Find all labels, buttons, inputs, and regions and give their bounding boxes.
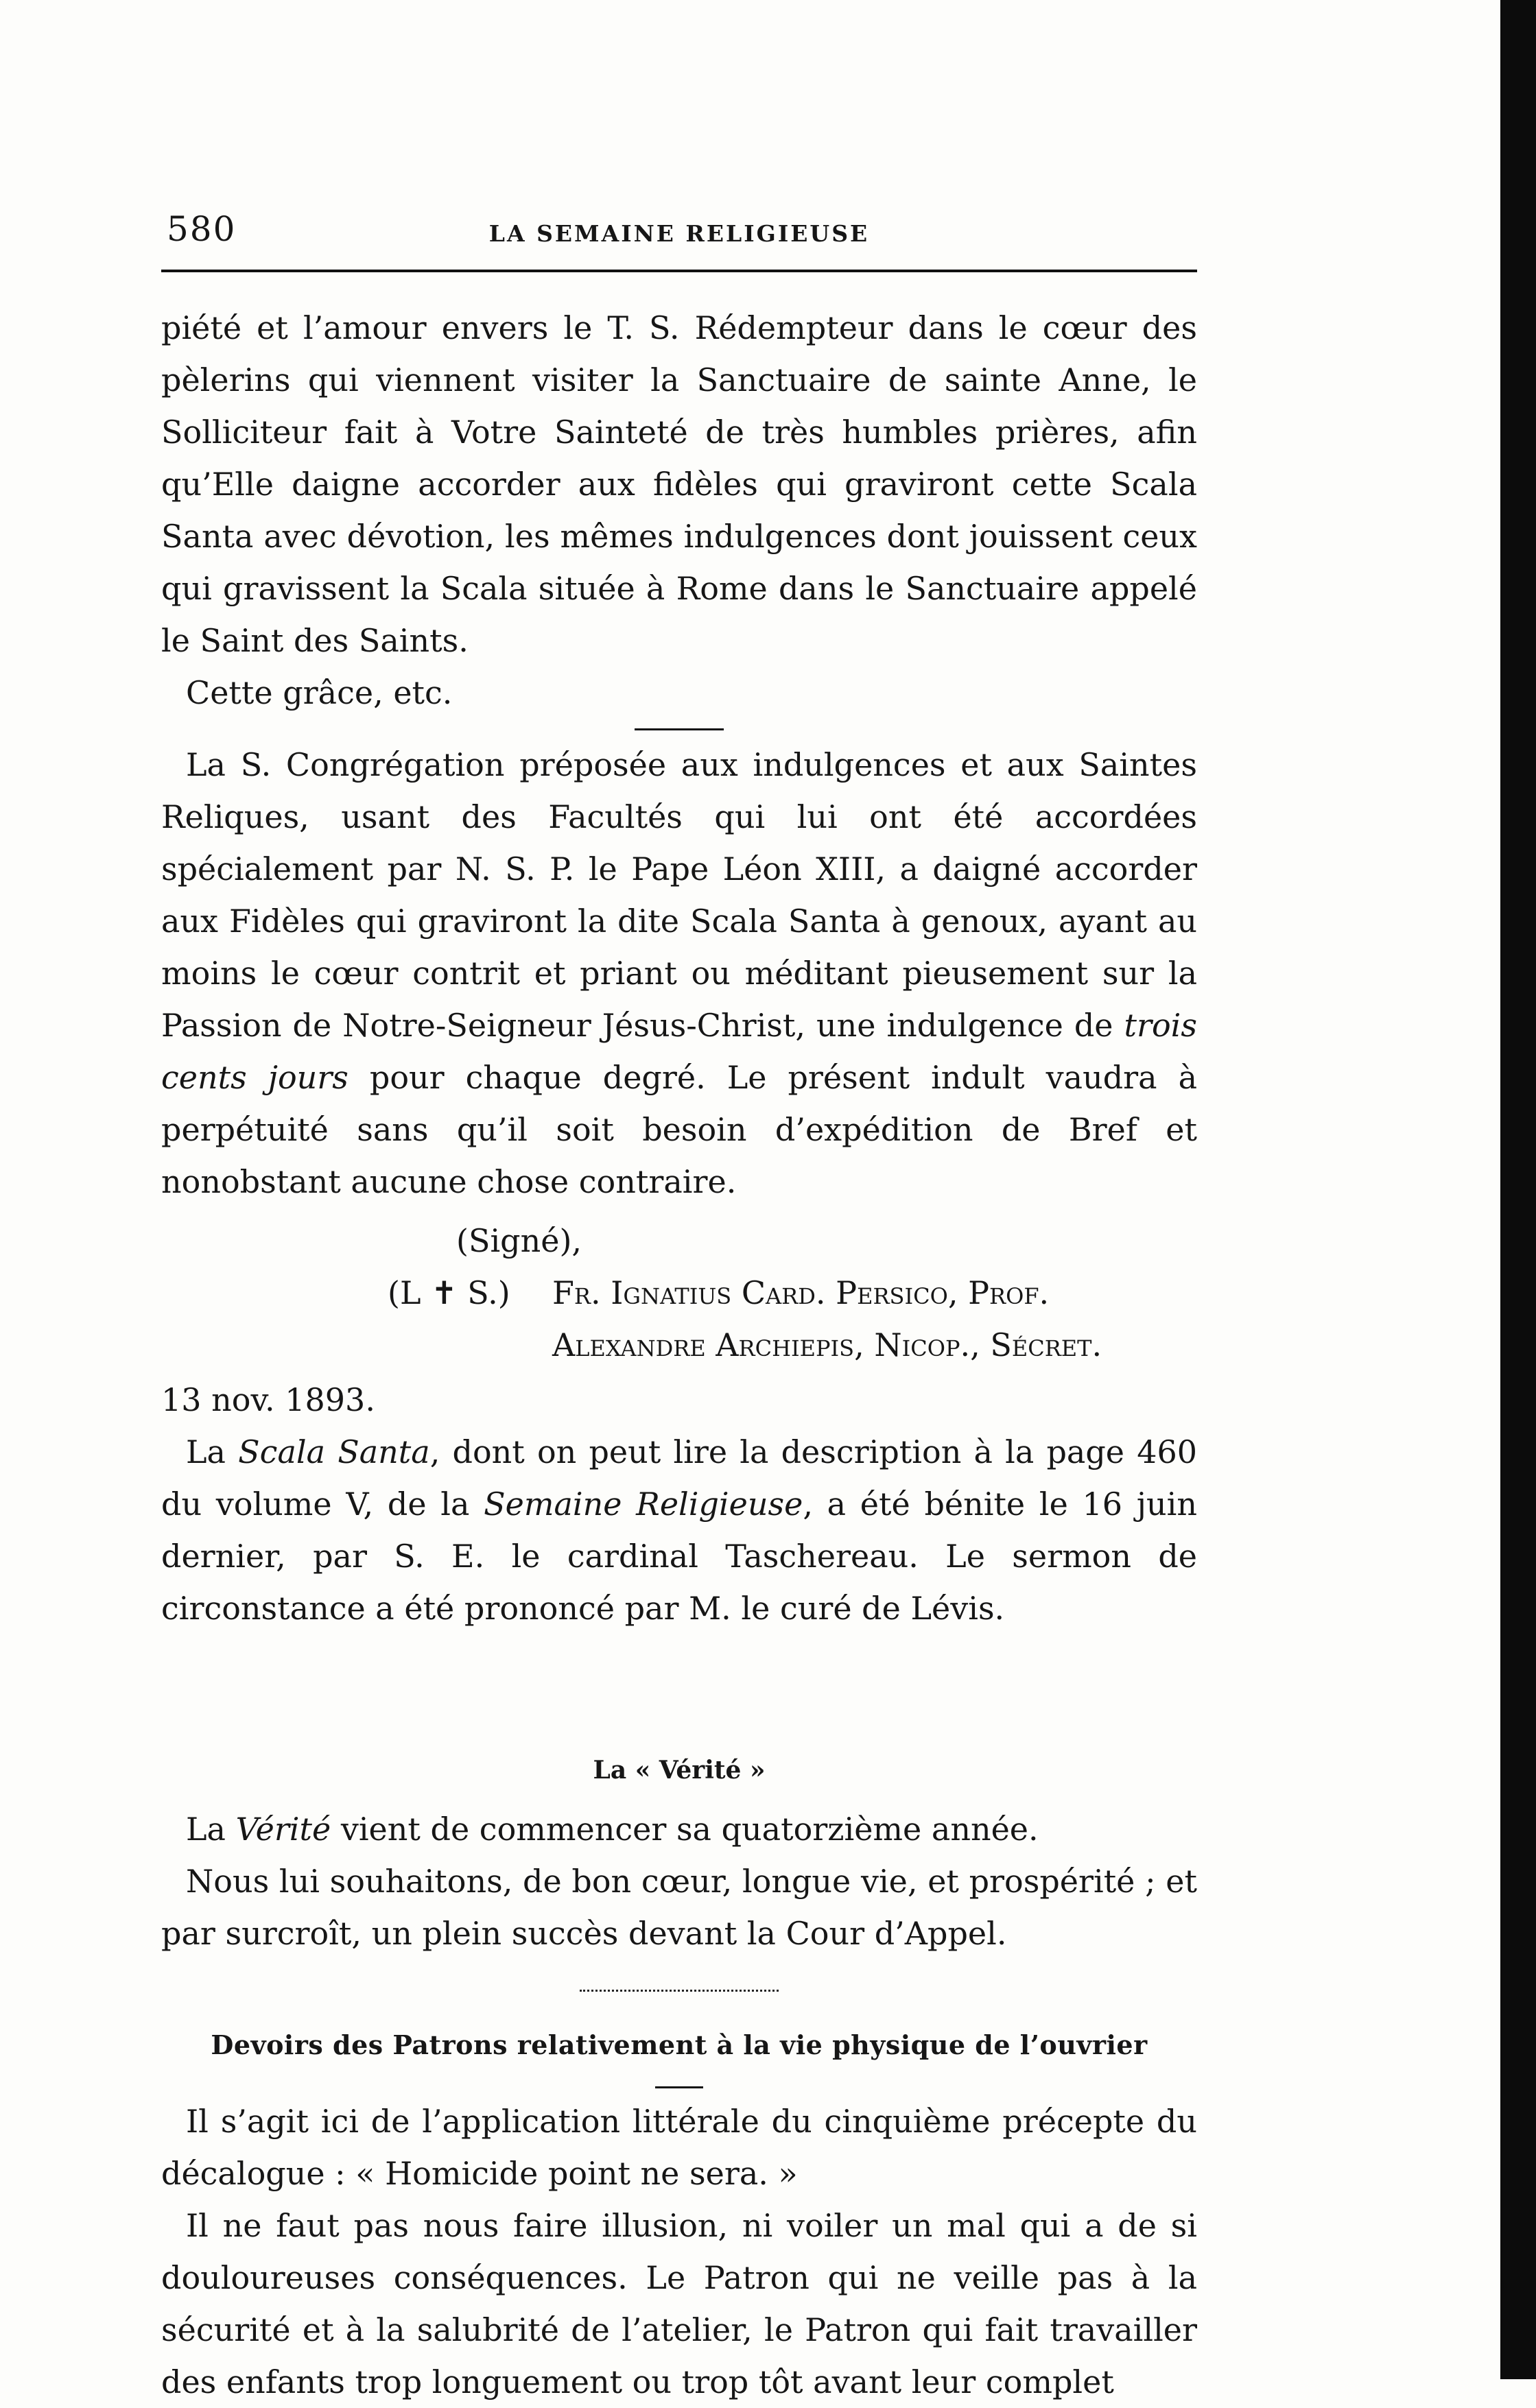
separator-rule — [635, 728, 724, 730]
verite-text-b: vient de commencer sa quatorzième année. — [331, 1811, 1039, 1848]
running-title: LA SEMAINE RELIGIEUSE — [488, 220, 870, 247]
page-header — [161, 209, 1197, 264]
paragraph-verite-1 — [161, 1803, 1197, 1855]
paragraph-verite-2: Nous lui souhaitons, de bon cœur, longue vie, et prospérité ; et par surcroît, un plein succès devant la Cour d’Appel. — [161, 1863, 1197, 1952]
signature-block — [161, 1215, 1197, 1426]
paragraph-devoirs-2: Il ne faut pas nous faire illusion, ni voiler un mal qui a de si douloureuses conséquences. Le Patron qui ne veille pas à la sécurité et à la salubrité de l’atelier, le Patron qui fait travailler des enfants trop longuement ou trop tôt avant leur complet — [161, 2207, 1197, 2400]
paragraph-scala-santa — [161, 1426, 1197, 1634]
page — [161, 0, 1198, 2400]
page-number: 580 — [167, 209, 237, 249]
paragraph-petition: piété et l’amour envers le T. S. Rédempteur dans le cœur des pèlerins qui viennent visiter la Sanctuaire de sainte Anne, le Solliciteur fait à Votre Sainteté de très humbles prières, afin qu’Elle daigne accorder aux fidèles qui graviront cette Scala Santa avec dévotion, les mêmes indulgences dont jouissent ceux qui gravissent la Scala située à Rome dans le Sanctuaire appelé le Saint des Saints. — [161, 309, 1197, 659]
dotted-separator — [580, 1990, 779, 1992]
section-gap — [161, 1634, 1197, 1744]
scala-text-a: La — [186, 1433, 239, 1470]
section-title-verite: La « Vérité » — [593, 1756, 766, 1785]
signatory-secretary: Alexandre Archiepis, Nicop., Sécret. — [552, 1326, 1102, 1363]
paragraph-devoirs-1: Il s’agit ici de l’application littérale du cinquième précepte du décalogue : « Homicide point ne sera. » — [161, 2103, 1197, 2192]
scala-italic-1: Scala Santa — [238, 1433, 430, 1470]
verite-text-a: La — [186, 1811, 236, 1848]
signed-label: (Signé), — [456, 1222, 582, 1259]
header-rule — [161, 270, 1197, 272]
verite-italic: Vérité — [235, 1811, 331, 1848]
scala-text-c: , a été bénite le 16 juin dernier, par S. E. le cardinal Taschereau. Le sermon de circonstance a été prononcé par M. le curé de Lévis. — [161, 1486, 1197, 1627]
paragraph-congregation — [161, 739, 1197, 1208]
congregation-italic: trois cents jours — [161, 1007, 1197, 1096]
paragraph-grace: Cette grâce, etc. — [186, 674, 453, 711]
scala-text-b: , dont on peut lire la description à la page 460 du volume V, de la — [161, 1433, 1198, 1523]
page-body — [161, 302, 1197, 2408]
signatory-prefect: Fr. Ignatius Card. Persico, Prof. — [552, 1274, 1050, 1311]
section-title-devoirs: Devoirs des Patrons relativement à la vie physique de l’ouvrier — [211, 2029, 1148, 2060]
scan-edge-bar — [1500, 0, 1536, 2379]
congregation-text-b: pour chaque degré. Le présent indult vaudra à perpétuité sans qu’il soit besoin d’expédition de Bref et nonobstant aucune chose contraire. — [161, 1059, 1197, 1200]
decree-date: 13 nov. 1893. — [161, 1381, 375, 1418]
congregation-text-a: La S. Congrégation préposée aux indulgences et aux Saintes Reliques, usant des Facultés qui lui ont été accordées spécialement par N. S. P. le Pape Léon XIII, a daigné accorder aux Fidèles qui graviront la dite Scala Santa à genoux, ayant au moins le cœur contrit et priant ou méditant pieusement sur la Passion de Notre-Seigneur Jésus-Christ, une indulgence de — [161, 746, 1197, 1044]
scala-italic-2: Semaine Religieuse — [484, 1486, 803, 1523]
seal-mark: (L ✝ S.) — [388, 1274, 510, 1311]
title-underline — [655, 2086, 703, 2088]
